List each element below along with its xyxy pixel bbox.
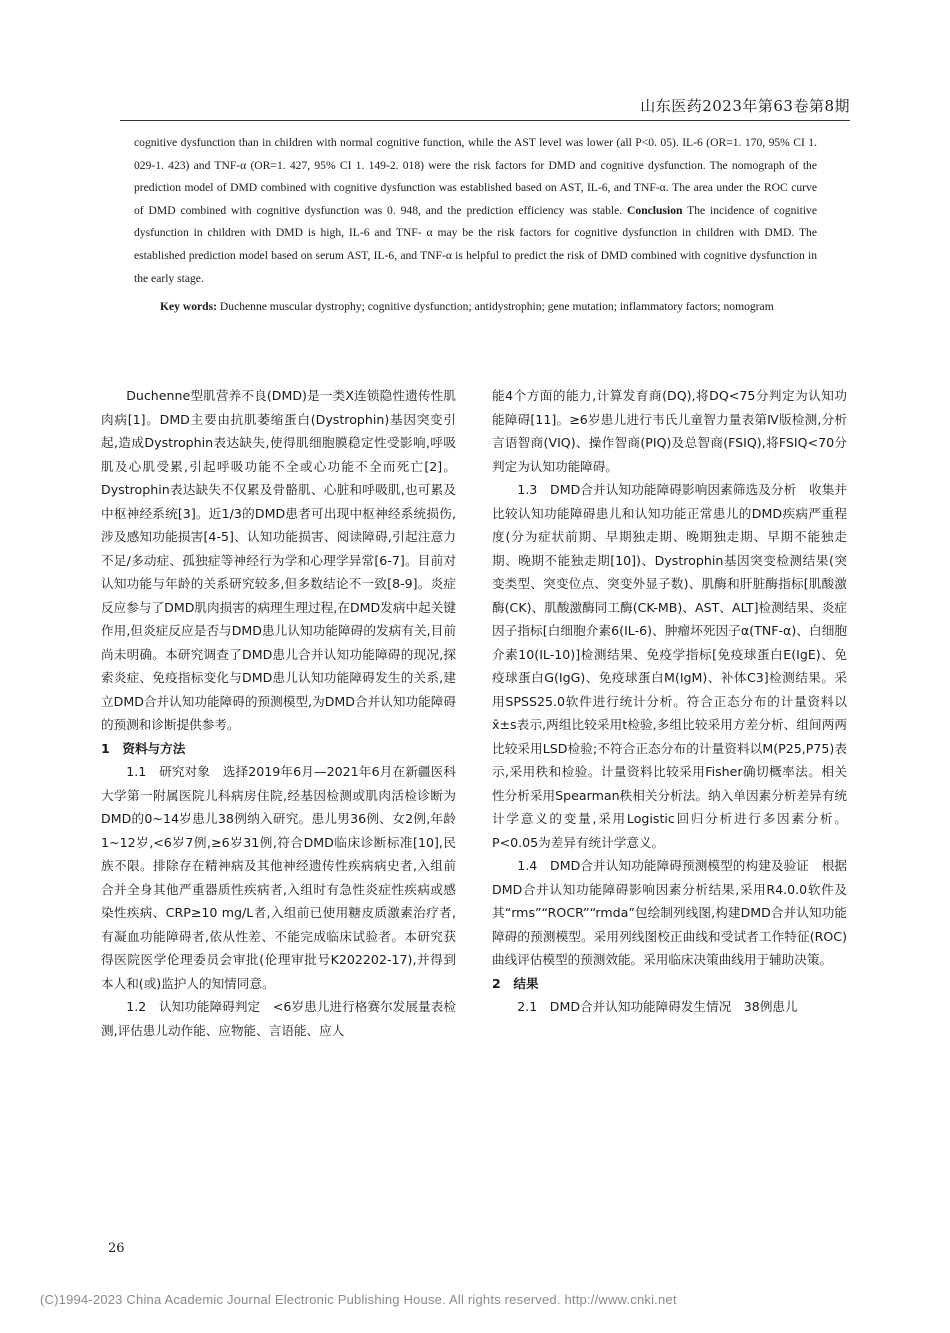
- section-heading-methods: 1 资料与方法: [101, 740, 186, 756]
- paragraph-1-2: 1.2 认知功能障碍判定 <6岁患儿进行格赛尔发展量表检测,评估患儿动作能、应物能、言语能、应人: [101, 999, 456, 1038]
- keywords-label: Key words:: [160, 300, 217, 314]
- section-heading-results: 2 结果: [492, 975, 539, 991]
- paragraph-1-1: 1.1 研究对象 选择2019年6月—2021年6月在新疆医科大学第一附属医院儿科病房住院,经基因检测或肌肉活检诊断为DMD的0~14岁患儿38例纳入研究。患儿男36例、女2例,年龄1~12岁,<6岁7例,≥6岁31例,符合DMD临床诊断标准[10],民族不限。排除存在精神病及其他神经遗传性疾病病史者,入组前合并全身其他严重器质性疾病者,入组时有急性炎症性疾病或感染性疾病、CRP≥10 mg/L者,入组前已使用糖皮质激素治疗者,有凝血功能障碍者,依从性差、不能完成临床试验者。本研究获得医院医学伦理委员会审批(伦理审批号K202202-17),并得到本人和(或)监护人的知情同意。: [101, 764, 456, 991]
- paragraph-1-3: 1.3 DMD合并认知功能障碍影响因素筛选及分析 收集并比较认知功能障碍患儿和认知功能正常患儿的DMD疾病严重程度(分为症状前期、早期独走期、晚期独走期、早期不能独走期、晚期不能独走期[10])、Dystrophin基因突变检测结果(突变类型、突变位点、突变外显子数)、肌酶和肝脏酶指标[肌酸激酶(CK)、肌酸激酶同工酶(CK-MB)、AST、ALT]检测结果、炎症因子指标[白细胞介素6(IL-6)、肿瘤坏死因子α(TNF-α)、白细胞介素10(IL-10)]检测结果、免疫学指标[免疫球蛋白E(IgE)、免疫球蛋白G(IgG)、免疫球蛋白M(IgM)、补体C3]检测结果。采用SPSS25.0软件进行统计分析。符合正态分布的计量资料以x̄±s表示,两组比较采用t检验,多组比较采用方差分析、组间两两比较采用LSD检验;不符合正态分布的计量资料以M(P25,P75)表示,采用秩和检验。计量资料比较采用Fisher确切概率法。相关性分析采用Spearman秩相关分析法。纳入单因素分析差异有统计学意义的变量,采用Logistic回归分析进行多因素分析。P<0.05为差异有统计学意义。: [492, 482, 847, 850]
- intro-paragraph: Duchenne型肌营养不良(DMD)是一类X连锁隐性遗传性肌肉病[1]。DMD主要由抗肌萎缩蛋白(Dystrophin)基因突变引起,造成Dystrophin表达缺失,使得肌细胞膜稳定性受影响,呼吸肌及心肌受累,引起呼吸功能不全或心功能不全而死亡[2]。Dystrophin表达缺失不仅累及骨骼肌、心脏和呼吸肌,也可累及中枢神经系统[3]。近1/3的DMD患者可出现中枢神经系统损伤,涉及感知功能损害[4-5]、认知功能损害、阅读障碍,引起注意力不足/多动症、孤独症等神经行为学和心理学异常[6-7]。目前对认知功能与年龄的关系研究较多,但多数结论不一致[8-9]。炎症反应参与了DMD肌肉损害的病理生理过程,在DMD发病中起关键作用,但炎症反应是否与DMD患儿认知功能障碍的发病有关,目前尚未明确。本研究调查了DMD患儿合并认知功能障碍的现况,探索炎症、免疫指标变化与DMD患儿认知功能障碍发生的关系,建立DMD合并认知功能障碍的预测模型,为DMD合并认知功能障碍的预测和诊断提供参考。: [101, 388, 456, 732]
- journal-header: 山东医药2023年第63卷第8期: [640, 97, 850, 115]
- conclusion-label: Conclusion: [627, 203, 683, 217]
- english-abstract: [134, 132, 817, 319]
- keywords: [134, 296, 817, 319]
- keywords-text: Duchenne muscular dystrophy; cognitive dysfunction; antidystrophin; gene mutation; inflammatory factors; nomogram: [219, 300, 774, 314]
- page-number: 26: [108, 1241, 125, 1256]
- right-column: [492, 384, 847, 1019]
- header-divider: [120, 120, 850, 121]
- abstract-paragraph: [134, 132, 817, 290]
- abstract-body: cognitive dysfunction than in children with normal cognitive function, while the AST level was lower (all P<0. 05). IL-6 (OR=1. 170, 95% CI 1. 029-1. 423) and TNF-α (OR=1. 427, 95% CI 1. 149-2. 018) were the risk factors for DMD and cognitive dysfunction. The nomograph of the prediction model of DMD combined with cognitive dysfunction was established based on AST, IL-6, and TNF-α. The area under the ROC curve of DMD combined with cognitive dysfunction was 0. 948, and the prediction efficiency was stable.: [134, 136, 817, 217]
- left-column: [101, 384, 456, 1042]
- paragraph-1-2-continued: 能4个方面的能力,计算发育商(DQ),将DQ<75分判定为认知功能障碍[11]。≥6岁患儿进行韦氏儿童智力量表第Ⅳ版检测,分析言语智商(VIQ)、操作智商(PIQ)及总智商(FSIQ),将FSIQ<70分判定为认知功能障碍。: [492, 388, 847, 474]
- conclusion-text: The incidence of cognitive dysfunction in children with DMD is high, IL-6 and TNF- α may be the risk factors for cognitive dysfunction in children with DMD. The established prediction model based on serum AST, IL-6, and TNF-α is helpful to predict the risk of DMD combined with cognitive dysfunction in the early stage.: [134, 203, 817, 285]
- paragraph-1-4: 1.4 DMD合并认知功能障碍预测模型的构建及验证 根据DMD合并认知功能障碍影响因素分析结果,采用R4.0.0软件及其“rms”“ROCR”“rmda”包绘制列线图,构建DMD合并认知功能障碍的预测模型。采用列线图校正曲线和受试者工作特征(ROC)曲线评估模型的预测效能。采用临床决策曲线用于辅助决策。: [492, 858, 847, 967]
- copyright-footer: (C)1994-2023 China Academic Journal Electronic Publishing House. All rights reserved. http://www.cnki.net: [40, 1292, 677, 1307]
- paragraph-2-1: 2.1 DMD合并认知功能障碍发生情况 38例患儿: [517, 999, 798, 1014]
